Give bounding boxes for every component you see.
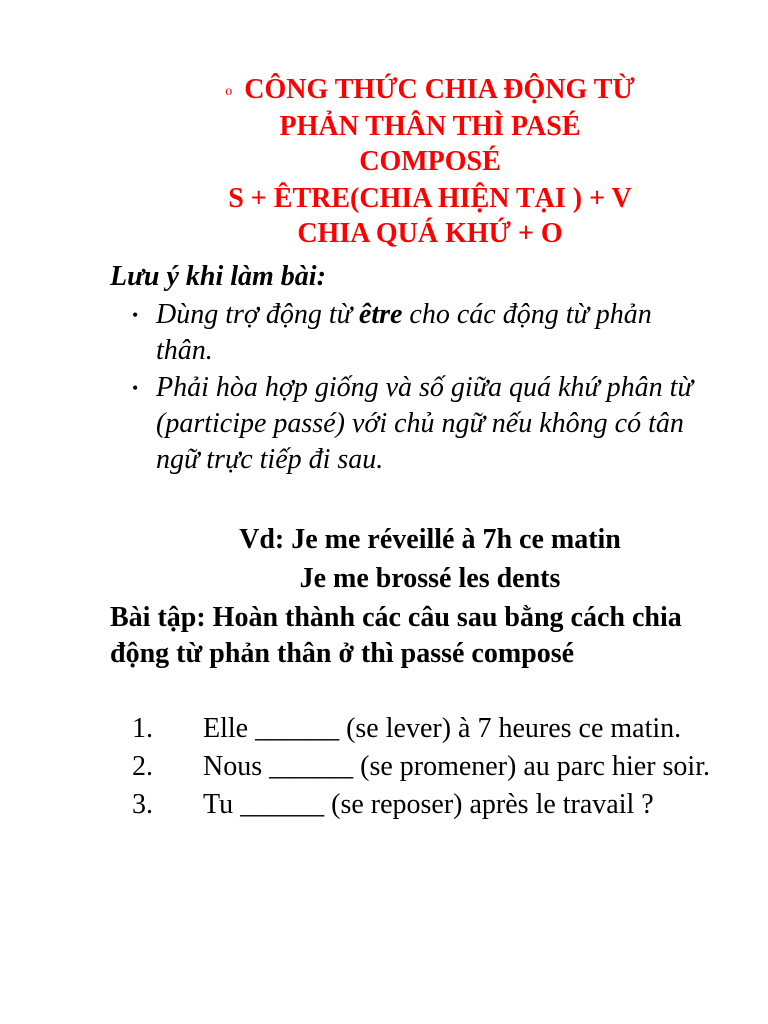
formula-line-2: CHIA QUÁ KHỨ + O — [297, 218, 563, 250]
title-block — [150, 72, 710, 251]
title-text-1: CÔNG THỨC CHIA ĐỘNG TỪ — [244, 74, 635, 105]
exercise-text: Tu ______ (se reposer) après le travail ? — [203, 789, 654, 820]
note-1-bold: être — [358, 299, 403, 330]
formula-line-1: S + ÊTRE(CHIA HIỆN TẠI ) + V — [228, 183, 632, 215]
note-1-after: cho các động từ phản thân. — [156, 299, 652, 366]
bullet-icon: • — [132, 305, 139, 325]
exercise-text: Elle ______ (se lever) à 7 heures ce matin. — [203, 713, 682, 744]
exercise-list — [110, 711, 710, 825]
example-line-1: Vd: Je me réveillé à 7h ce matin — [239, 524, 621, 555]
title-line-3: COMPOSÉ — [359, 146, 501, 178]
example-block — [150, 520, 710, 598]
exercise-number: 3. — [132, 789, 153, 820]
title-bullet-icon: o — [225, 84, 233, 100]
example-line-2: Je me brossé les dents — [299, 563, 561, 594]
note-item-1 — [110, 297, 710, 369]
exercise-heading: Bài tập: Hoàn thành các câu sau bằng cách chia động từ phản thân ở thì passé composé — [110, 602, 682, 669]
exercise-item-3 — [110, 787, 710, 823]
title-line-1 — [150, 72, 710, 109]
bullet-icon: • — [132, 378, 139, 398]
note-item-2 — [110, 370, 710, 478]
note-1-before: Dùng trợ động từ — [156, 299, 359, 330]
note-2-text: Phải hòa hợp giống và số giữa quá khứ phân từ (participe passé) với chủ ngữ nếu không có tân ngữ trực tiếp đi sau. — [156, 372, 693, 475]
exercise-text: Nous ______ (se promener) au parc hier soir. — [203, 751, 710, 782]
exercise-item-1 — [110, 711, 710, 747]
exercise-number: 1. — [132, 713, 153, 744]
exercise-item-2 — [110, 749, 710, 785]
exercise-number: 2. — [132, 751, 153, 782]
notes-heading: Lưu ý khi làm bài: — [110, 261, 326, 292]
notes-list — [110, 297, 710, 479]
title-line-2: PHẢN THÂN THÌ PASÉ — [279, 111, 581, 143]
